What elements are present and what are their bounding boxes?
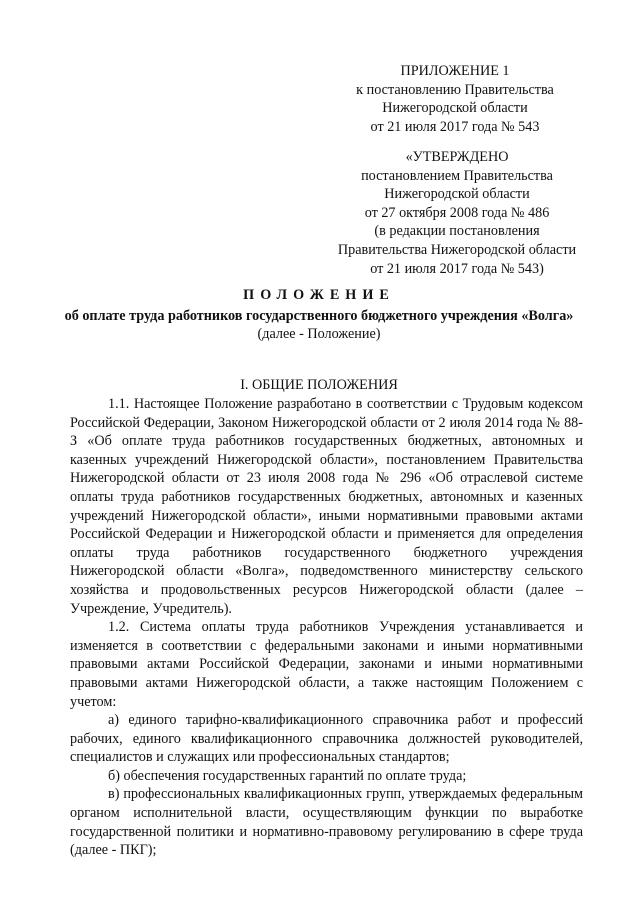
- approval-title: «УТВЕРЖДЕНО: [405, 149, 509, 165]
- title-block: [64, 286, 574, 344]
- paragraph-1-2: 1.2. Система оплаты труда работников Учреждения устанавливается и изменяется в соответствии с федеральными законами и иными нормативными правовыми актами Российской Федерации, законами и иными нормативными правовыми актами Нижегородской области, а также настоящим Положением с учетом:: [70, 619, 583, 710]
- approval-line: (в редакции постановления: [374, 223, 540, 240]
- document-title: ПОЛОЖЕНИЕ: [243, 287, 395, 303]
- list-item-c: в) профессиональных квалификационных групп, утверждаемых федеральным органом исполнительной власти, осуществляющим функции по выработке государственной политики и нормативно-правовому регулированию в сфере труда (далее - ПКГ);: [70, 786, 583, 859]
- approval-date: от 27 октября 2008 года № 486: [364, 204, 550, 221]
- appendix-block: [340, 62, 570, 136]
- approval-amend-date: от 21 июля 2017 года № 543): [370, 260, 544, 277]
- appendix-title: ПРИЛОЖЕНИЕ 1: [400, 63, 510, 79]
- list-item-b: б) обеспечения государственных гарантий по оплате труда;: [108, 767, 467, 784]
- approval-line: Нижегородской области: [384, 186, 530, 203]
- approval-block: [318, 148, 596, 278]
- appendix-reference: к постановлению Правительства: [356, 81, 554, 98]
- approval-line: постановлением Правительства: [361, 167, 553, 184]
- document-note: (далее - Положение): [257, 326, 381, 343]
- section-heading: I. ОБЩИЕ ПОЛОЖЕНИЯ: [240, 377, 398, 393]
- section-body: [70, 395, 583, 860]
- appendix-region: Нижегородской области: [382, 100, 528, 117]
- list-item-a: а) единого тарифно-квалификационного справочника работ и профессий рабочих, единого квалификационного справочника должностей руководителей, специалистов и служащих или профессиональных стандартов;: [70, 712, 583, 766]
- appendix-date: от 21 июля 2017 года № 543: [370, 118, 540, 135]
- approval-line: Правительства Нижегородской области: [337, 241, 577, 258]
- document-subtitle: об оплате труда работников государственного бюджетного учреждения «Волга»: [64, 307, 574, 324]
- paragraph-1-1: 1.1. Настоящее Положение разработано в соответствии с Трудовым кодексом Российской Федерации, Законом Нижегородской области от 2 июля 2014 года № 88-З «Об оплате труда работников государственных бюджетных, автономных и казенных учреждений Нижегородской области», постановлением Правительства Нижегородской области от 23 июля 2008 года № 296 «Об отраслевой системе оплаты труда работников государственных бюджетных, автономных и казенных учреждений Нижегородской области», иными нормативными правовыми актами Российской Федерации и Нижегородской области и применяется для определения оплаты труда работников государственного бюджетного учреждения Нижегородской области «Волга», подведомственного министерству сельского хозяйства и продовольственных ресурсов Нижегородской области (далее – Учреждение, Учредитель).: [70, 396, 583, 617]
